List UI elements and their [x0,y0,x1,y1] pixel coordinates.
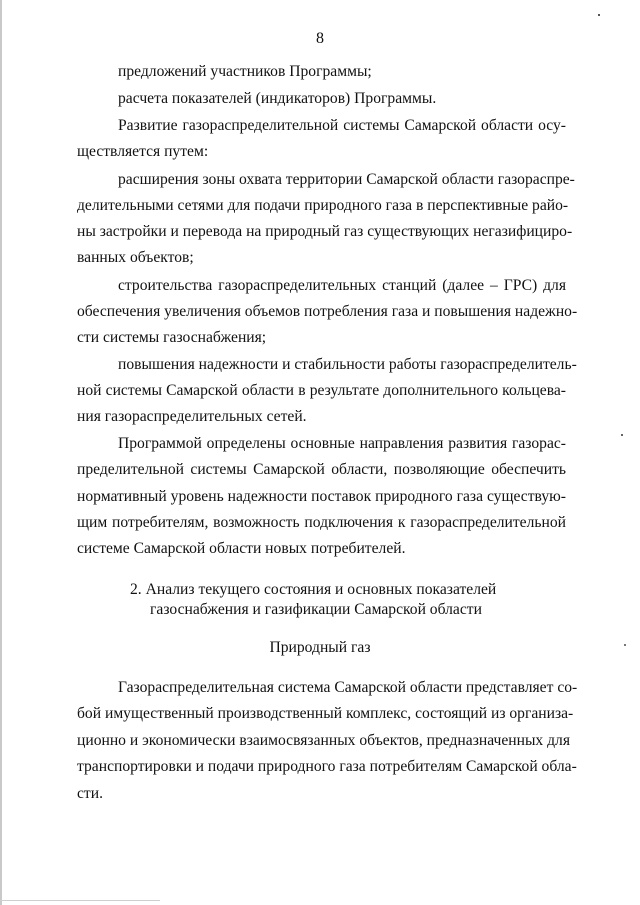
text-line: бой имущественный производственный комплекс, состоящий из организа- [77,705,574,722]
text-line: строительства газораспределительных станций (далее – ГРС) для [118,277,566,294]
text-line: делительными сетями для подачи природного газа в перспективные райо- [77,197,569,214]
text-line: Развитие газораспределительной системы Самарской области осу- [118,117,566,134]
text-line: сти системы газоснабжения; [77,329,267,346]
text-line: ванных объектов; [77,249,194,266]
text-line: Программой определены основные направления развития газорас- [118,435,566,452]
text-line: ны застройки и перевода на природный газ существующих негазифициро- [77,223,573,240]
text-line: сти. [77,785,103,802]
text-line: щим потребителям, возможность подключения к газораспределительной [77,514,566,531]
text-line: предложений участников Программы; [118,63,372,80]
text-line: повышения надежности и стабильности работы газораспределитель- [118,356,577,373]
text-line: ществляется путем: [77,143,209,160]
text-line: ния газораспределительных сетей. [77,408,307,425]
page-number: 8 [316,30,324,47]
scan-edge-bottom [0,900,160,901]
text-line: Газораспределительная система Самарской области представляет со- [118,679,578,696]
text-line: обеспечения увеличения объемов потребления газа и повышения надежно- [77,303,578,320]
text-line: системе Самарской области новых потребителей. [77,540,406,557]
text-line: транспортировки и подачи природного газа потребителям Самарской обла- [77,758,577,775]
subheading: Природный газ [269,639,371,656]
scan-speck [621,434,623,436]
text-line: пределительной системы Самарской области, позволяющие обеспечить [77,461,566,478]
section-heading-line-1: 2. Анализ текущего состояния и основных показателей [130,581,497,598]
text-line: ной системы Самарской области в результате дополнительного кольцева- [77,382,566,399]
text-line: нормативный уровень надежности поставок природного газа существую- [77,488,566,505]
text-line: ционно и экономически взаимосвязанных объектов, предназначенных для [77,732,571,749]
text-line: расчета показателей (индикаторов) Программы. [118,90,437,107]
text-line: расширения зоны охвата территории Самарской области газораспре- [118,171,575,188]
scan-edge-left [0,0,2,905]
section-heading-line-2: газоснабжения и газификации Самарской области [150,601,482,618]
scan-speck [598,14,600,16]
